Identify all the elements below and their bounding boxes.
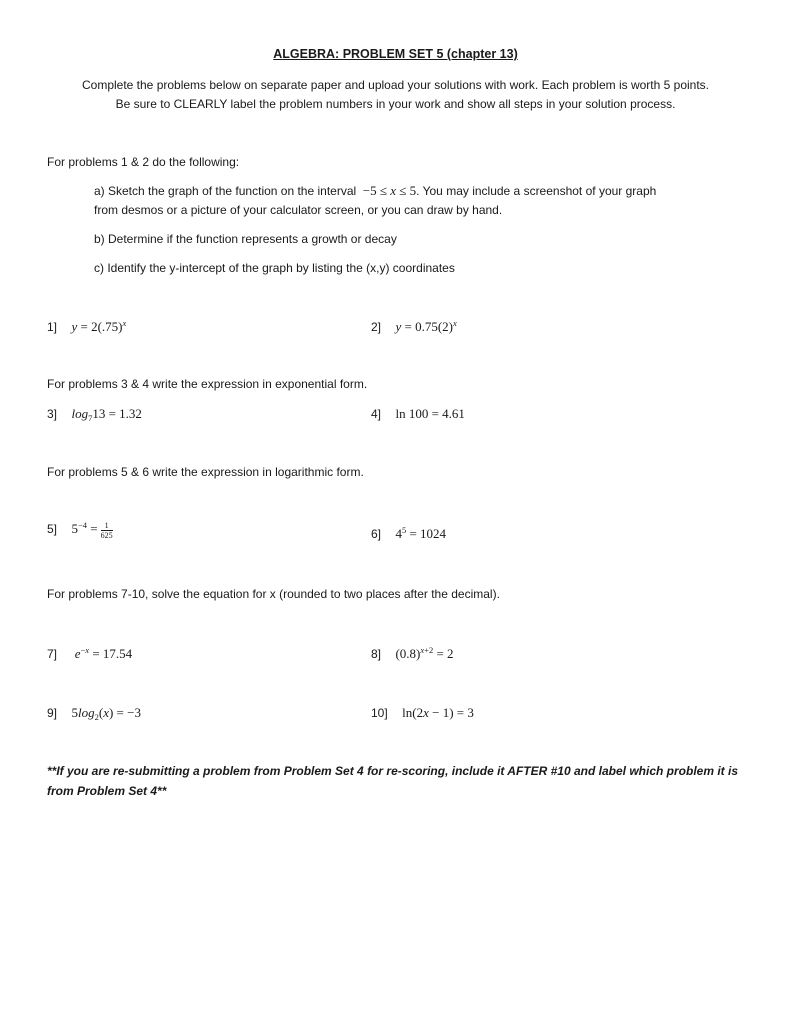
resubmission-note: **If you are re-submitting a problem from Problem Set 4 for re-scoring, include it AFTER #10 and label which problem it is from Problem Set 4** [47, 764, 739, 798]
problem-6 [371, 525, 446, 543]
problem-8 [371, 645, 454, 663]
intro-line-2: Be sure to CLEARLY label the problem numbers in your work and show all steps in your solution process. [115, 97, 676, 111]
problem-expression: $5\log_2(x) = -3$ [71, 705, 141, 722]
section-3-heading: For problems 5 & 6 write the expression in logarithmic form. [47, 465, 364, 479]
section-2-heading: For problems 3 & 4 write the expression in exponential form. [47, 377, 368, 391]
problem-1 [47, 318, 126, 336]
problem-number: 8] [371, 647, 382, 661]
interval-expression: −5 ≤ x ≤ 5 [359, 183, 417, 198]
problem-number: 6] [371, 527, 382, 541]
problem-number: 2] [371, 320, 382, 334]
problem-3 [47, 405, 142, 423]
problem-2 [371, 318, 457, 336]
problem-expression: $5^{-4}$ = $\frac{1}{625}$ [71, 520, 113, 540]
problem-number: 10] [371, 706, 388, 720]
intro-line-1: Complete the problems below on separate paper and upload your solutions with work. Each problem is worth 5 points. [81, 78, 709, 92]
problem-expression: $(0.8)^{x+2} = 2$ [395, 645, 454, 661]
section-4-heading: For problems 7-10, solve the equation for x (rounded to two places after the decimal). [47, 587, 500, 601]
problem-expression: $e^{-x} = 17.54$ [74, 645, 133, 661]
part-a-text: a) Sketch the graph of the function on the interval [94, 184, 357, 198]
problem-10 [371, 704, 474, 722]
problem-expression: $\log_713 = 1.32$ [71, 406, 142, 423]
page-title: ALGEBRA: PROBLEM SET 5 (chapter 13) [273, 47, 518, 61]
part-a-text-end: . You may include a screenshot of your graph [416, 184, 657, 198]
problem-number: 7] [47, 647, 58, 661]
problem-number: 3] [47, 407, 58, 421]
problem-expression: $4^5 = 1024$ [395, 525, 447, 541]
problem-5 [47, 520, 113, 540]
part-b: b) Determine if the function represents a growth or decay [94, 232, 397, 246]
problem-number: 9] [47, 706, 58, 720]
problem-number: 1] [47, 320, 58, 334]
problem-4 [371, 405, 465, 423]
problem-expression: ln 100 = 4.61 [395, 406, 465, 421]
problem-expression: $y = 2(.75)^x$ [71, 318, 127, 334]
problem-expression: $y = 0.75(2)^x$ [395, 318, 457, 334]
part-a-line-1 [94, 183, 656, 199]
problem-number: 4] [371, 407, 382, 421]
problem-7 [47, 645, 132, 663]
section-1-heading: For problems 1 & 2 do the following: [47, 155, 240, 169]
part-a-line-2: from desmos or a picture of your calculator screen, or you can draw by hand. [94, 203, 503, 217]
problem-expression: ln(2x − 1) = 3 [402, 705, 474, 720]
problem-number: 5] [47, 522, 58, 536]
problem-9 [47, 704, 141, 722]
part-c: c) Identify the y-intercept of the graph by listing the (x,y) coordinates [94, 261, 455, 275]
